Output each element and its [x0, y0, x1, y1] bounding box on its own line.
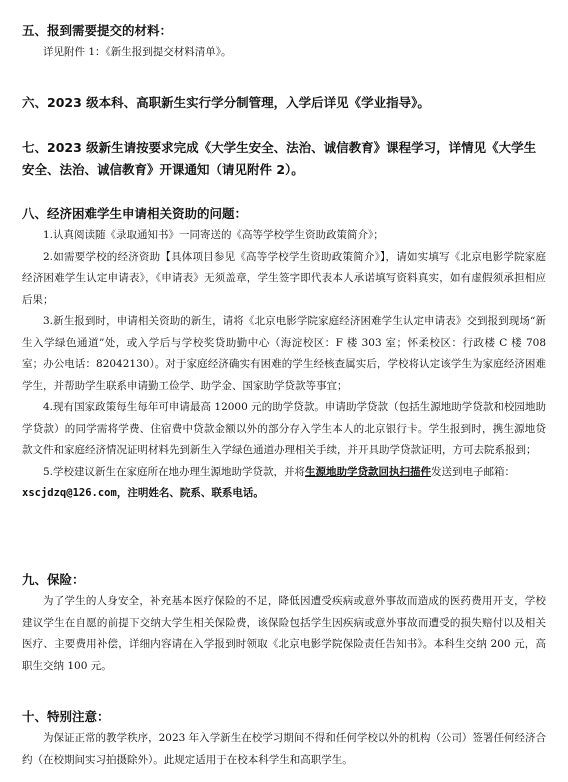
section-10 — [22, 706, 546, 771]
item-5-text-post: 发送到电子邮箱： — [431, 465, 516, 478]
section-9-heading: 九、保险： — [22, 572, 85, 587]
section-5-heading: 五、报到需要提交的材料： — [22, 23, 173, 38]
section-9 — [22, 569, 546, 677]
section-8-item-4: 4.现有国家政策每生每年可申请最高 12000 元的助学贷款。申请助学贷款（包括生源地助学贷款和校园地助学贷款）的同学需将学费、住宿费中贷款金额以外的部分存入学生本人的北京银行卡。学生报到时，携生源地贷款文件和家庭经济情况证明材料先到新生入学绿色通道办理相关手续，并开具助学贷款证明，方可去院系报到； — [22, 401, 546, 456]
section-10-paragraph: 为保证正常的教学秩序，2023 年入学新生在校学习期间不得和任何学校以外的机构（公司）签署任何经济合约（在校期间实习拍摄除外）。此规定适用于在校本科学生和高职学生。 — [22, 732, 546, 766]
section-8-heading: 八、经济困难学生申请相关资助的问题： — [22, 206, 248, 221]
email-note: ，注明姓名、院系、联系电话。 — [116, 487, 264, 499]
section-5 — [22, 20, 546, 64]
section-6-heading: 六、2023 级本科、高职新生实行学分制管理，入学后详见《学业指导》。 — [22, 95, 430, 110]
section-8-item-1: 1.认真阅读随《录取通知书》一同寄送的《高等学校学生资助政策简介》； — [43, 229, 384, 241]
section-5-paragraph: 详见附件 1：《新生报到提交材料清单》。 — [43, 46, 232, 58]
email-line — [22, 483, 546, 505]
section-8-item-2: 2.如需要学校的经济资助【具体项目参见《高等学校学生资助政策简介》】，请如实填写《北京电影学院家庭经济困难学生认定申请表》，《申请表》无须盖章，学生签字即代表本人承诺填写资料真实，如有虚假须承担相应后果； — [22, 250, 546, 306]
section-8-item-5 — [22, 462, 546, 484]
section-9-paragraph: 为了学生的人身安全，补充基本医疗保险的不足，降低因遭受疾病或意外事故而造成的医药费用开支，学校建议学生在自愿的前提下交纳大学生相关保险费，该保险包括学生因疾病或意外事故而遭受的损失赔付以及相关医疗、主要费用补偿，详细内容请在入学报到时领取《北京电影学院保险责任告知书》。本科生交纳 200 元，高职生交纳 100 元。 — [22, 595, 546, 672]
email-address[interactable]: xscjdzq@126.com — [22, 487, 117, 499]
section-6 — [22, 92, 546, 114]
section-10-heading: 十、特别注意： — [22, 709, 110, 724]
item-5-bold-text: 生源地助学贷款回执扫描件 — [305, 465, 432, 478]
section-7-heading: 七、2023 级新生请按要求完成《大学生安全、法治、诚信教育》课程学习，详情见《大学生安全、法治、诚信教育》开课通知（请见附件 2）。 — [22, 140, 537, 177]
item-5-text-pre: 5.学校建议新生在家庭所在地办理生源地助学贷款，并将 — [43, 465, 306, 478]
section-8-item-3: 3.新生报到时，申请相关资助的新生，请将《北京电影学院家庭经济困难学生认定申请表》交到报到现场“新生入学绿色通道”处，或入学后与学校奖贷助勤中心（海淀校区：F 楼 303 室；怀柔校区：行政楼 C 楼 708 室；办公电话：82042130）。对于家庭经济确实有困难的学生经核查属实后，学校将认定该学生为家庭经济困难学生，并帮助学生联系申请勤工俭学、助学金、国家助学贷款等事宜； — [22, 315, 546, 392]
section-8 — [22, 203, 546, 505]
section-7 — [22, 137, 546, 181]
